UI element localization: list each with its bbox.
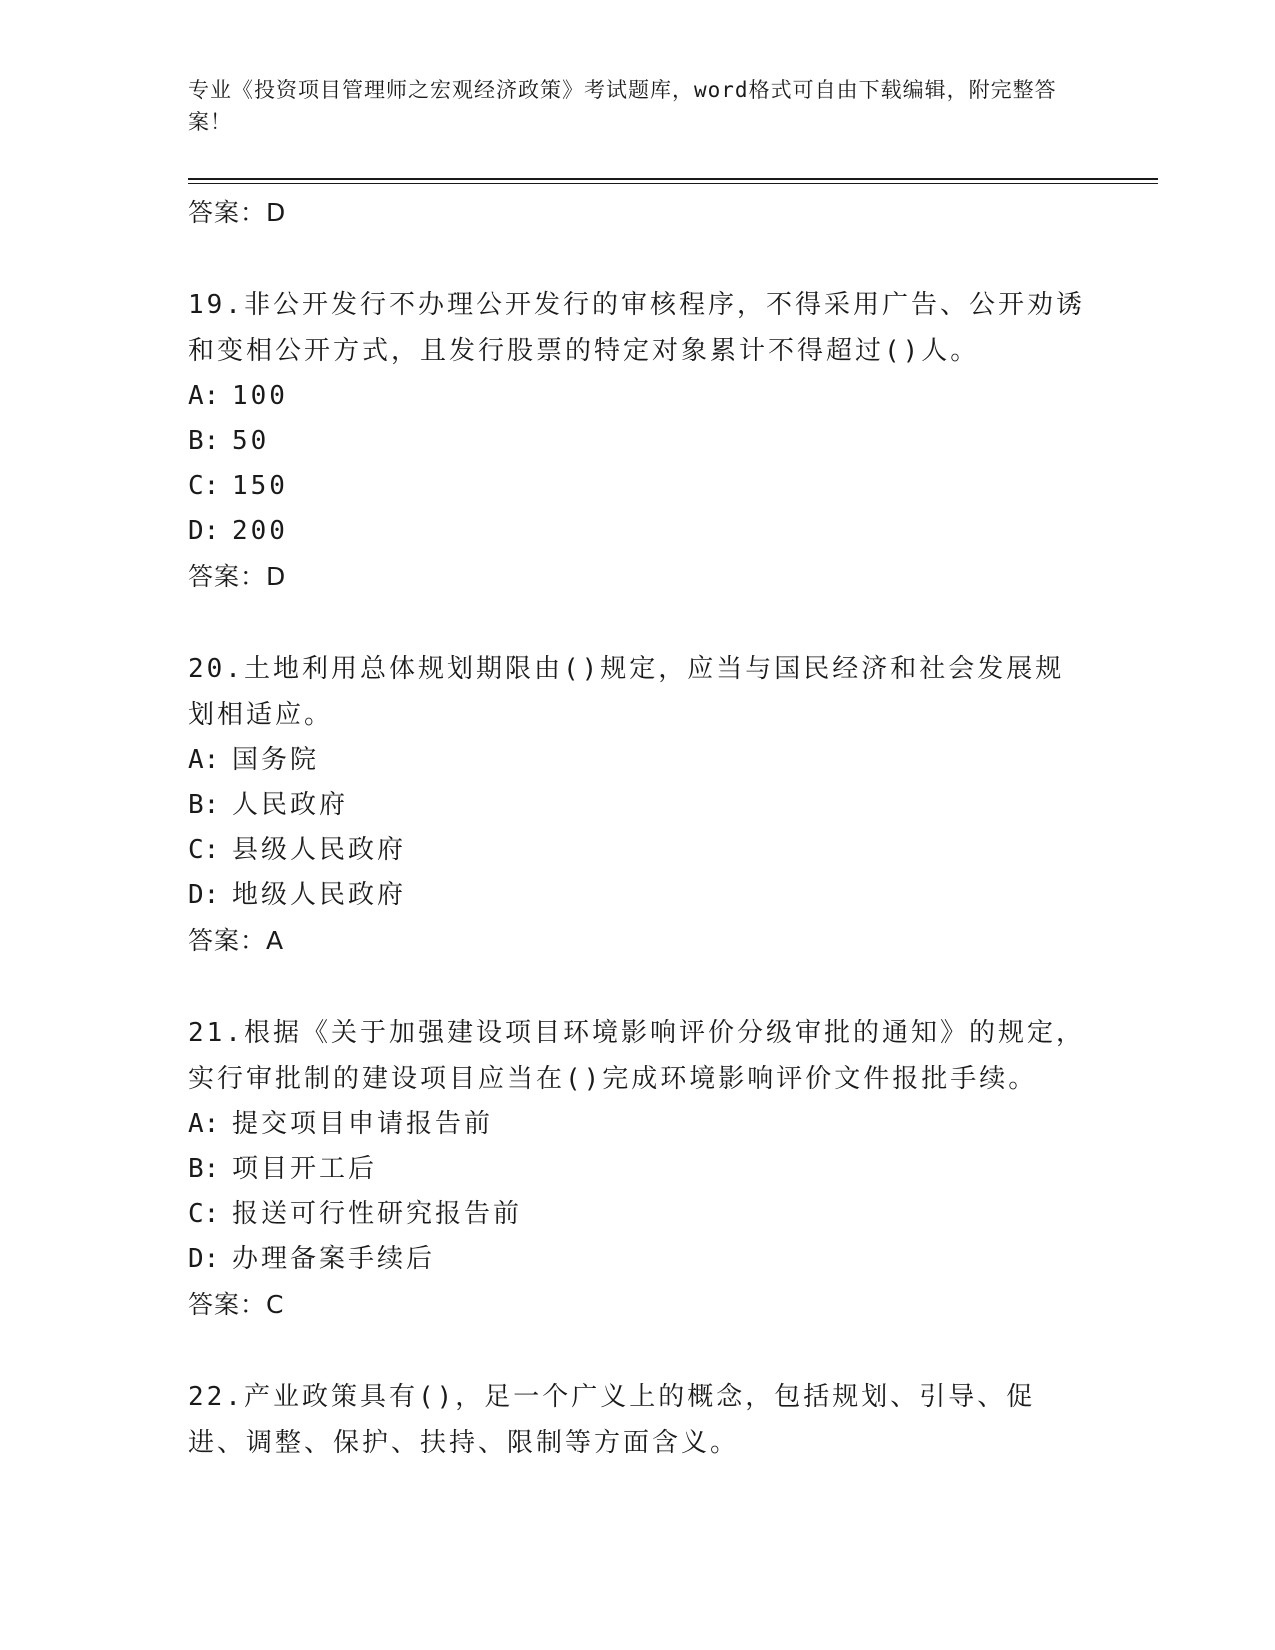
option-c [188,828,1088,873]
option-letter: C: [188,1199,220,1229]
previous-answer: 答案：D [188,198,287,227]
option-text: 50 [232,426,270,456]
option-text: 县级人民政府 [232,835,407,865]
option-letter: C: [188,835,220,865]
option-letter: B: [188,790,220,820]
question-stem: 22.产业政策具有()，足一个广义上的概念，包括规划、引导、促进、调整、保护、扶持、限制等方面含义。 [188,1382,1036,1458]
option-b [188,1147,1088,1192]
option-d [188,873,1088,918]
option-letter: A: [188,1109,220,1139]
option-text: 人民政府 [232,790,349,820]
option-c [188,1192,1088,1237]
option-text: 地级人民政府 [232,880,407,910]
option-d [188,1237,1088,1282]
question-19 [188,282,1088,600]
option-letter: B: [188,1154,220,1184]
option-text: 提交项目申请报告前 [232,1109,494,1139]
option-letter: A: [188,381,220,411]
option-text: 200 [232,516,288,546]
option-letter: B: [188,426,220,456]
question-list [188,190,1088,1466]
question-stem: 20.土地利用总体规划期限由()规定，应当与国民经济和社会发展规划相适应。 [188,654,1065,730]
option-letter: D: [188,1244,220,1274]
question-stem: 21.根据《关于加强建设项目环境影响评价分级审批的通知》的规定，实行审批制的建设项目应当在()完成环境影响评价文件报批手续。 [188,1018,1085,1094]
option-text: 150 [232,471,288,501]
option-text: 报送可行性研究报告前 [232,1199,523,1229]
question-answer: 答案：D [188,562,287,591]
option-letter: D: [188,516,220,546]
option-text: 办理备案手续后 [232,1244,436,1274]
option-a [188,1102,1088,1147]
document-header-text: 专业《投资项目管理师之宏观经济政策》考试题库，word格式可自由下载编辑，附完整答案！ [188,78,1057,134]
option-letter: C: [188,471,220,501]
question-answer: 答案：C [188,1290,285,1319]
option-text: 100 [232,381,288,411]
question-20 [188,646,1088,964]
option-letter: A: [188,745,220,775]
header-rule-thin [188,183,1158,184]
question-21 [188,1010,1088,1328]
option-b [188,783,1088,828]
header-rule-thick [188,178,1158,180]
option-text: 国务院 [232,745,320,775]
option-c [188,464,1088,509]
option-text: 项目开工后 [232,1154,378,1184]
option-b [188,419,1088,464]
question-answer: 答案：A [188,926,285,955]
option-letter: D: [188,880,220,910]
option-d [188,509,1088,554]
question-stem: 19.非公开发行不办理公开发行的审核程序，不得采用广告、公开劝诱和变相公开方式，且发行股票的特定对象累计不得超过()人。 [188,290,1085,366]
option-a [188,738,1088,783]
option-a [188,374,1088,419]
question-22 [188,1374,1088,1466]
